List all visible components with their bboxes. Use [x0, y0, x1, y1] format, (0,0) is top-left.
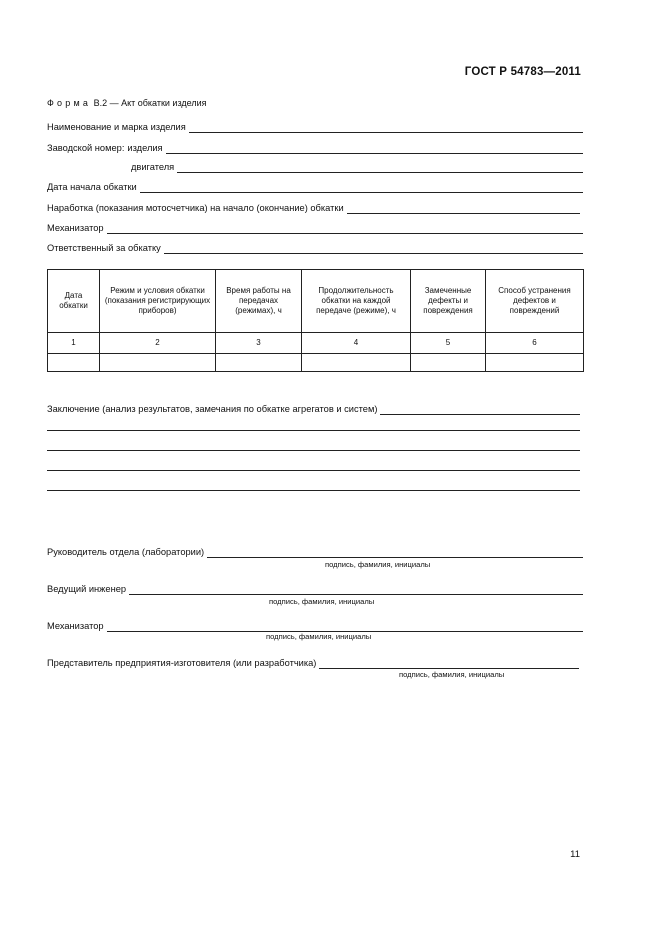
table-cell[interactable]: [302, 354, 411, 372]
table-cell[interactable]: [100, 354, 216, 372]
field-label: Заключение (анализ результатов, замечания по обкатке агрегатов и систем): [47, 404, 378, 414]
runin-table: [47, 269, 584, 372]
field-label: Дата начала обкатки: [47, 182, 137, 192]
field-label: Наименование и марка изделия: [47, 122, 186, 132]
field-operating-time: [47, 201, 580, 214]
col-number: 3: [216, 333, 302, 354]
signature-caption: подпись, фамилия, инициалы: [266, 632, 372, 641]
signature-line[interactable]: [129, 584, 583, 595]
form-title: [47, 98, 207, 108]
table-cell[interactable]: [216, 354, 302, 372]
col-header-gear-time: Время работы на передачах (режимах), ч: [216, 270, 302, 333]
fill-line[interactable]: [166, 143, 583, 154]
fill-line[interactable]: [177, 162, 583, 173]
field-serial-product: [47, 141, 583, 154]
col-number: 4: [302, 333, 411, 354]
fill-line[interactable]: [164, 243, 583, 254]
fill-line[interactable]: [380, 404, 580, 415]
col-number: 6: [486, 333, 584, 354]
signature-caption: подпись, фамилия, инициалы: [269, 597, 375, 606]
fill-line[interactable]: [107, 223, 583, 234]
field-label: Руководитель отдела (лаборатории): [47, 547, 205, 557]
col-header-date: Дата обкатки: [48, 270, 100, 333]
signature-head-dept: [47, 545, 583, 558]
conclusion-line[interactable]: [47, 490, 580, 491]
signature-caption: подпись, фамилия, инициалы: [399, 670, 505, 679]
form-word: Форма: [47, 98, 92, 108]
field-responsible: [47, 241, 583, 254]
fill-line[interactable]: [189, 122, 583, 133]
table-number-row: [48, 333, 584, 354]
signature-mechanic: [47, 619, 583, 632]
form-title-text: В.2 — Акт обкатки изделия: [93, 98, 207, 108]
field-conclusion: [47, 402, 580, 415]
field-label: Ответственный за обкатку: [47, 243, 161, 253]
field-name-brand: [47, 120, 583, 133]
field-label: Ведущий инженер: [47, 584, 127, 594]
table-row: [48, 354, 584, 372]
field-label: Заводской номер:: [47, 143, 125, 153]
table-header-row: [48, 270, 584, 333]
field-sublabel: изделия: [127, 143, 163, 153]
page-number: 11: [570, 849, 580, 860]
signature-line[interactable]: [207, 547, 583, 558]
conclusion-line[interactable]: [47, 430, 580, 431]
col-header-remedy: Способ устранения дефектов и повреждений: [486, 270, 584, 333]
field-sublabel: двигателя: [131, 162, 175, 172]
table-cell[interactable]: [486, 354, 584, 372]
field-start-date: [47, 180, 583, 193]
field-label: Представитель предприятия-изготовителя (или разработчика): [47, 658, 317, 668]
signature-lead-engineer: [47, 582, 583, 595]
table-cell[interactable]: [48, 354, 100, 372]
col-header-mode: Режим и условия обкатки (показания регистрирующих приборов): [100, 270, 216, 333]
conclusion-line[interactable]: [47, 450, 580, 451]
signature-manufacturer-rep: [47, 656, 579, 669]
field-serial-engine: [131, 160, 583, 173]
fill-line[interactable]: [140, 182, 583, 193]
table-cell[interactable]: [411, 354, 486, 372]
signature-caption: подпись, фамилия, инициалы: [325, 560, 431, 569]
fill-line[interactable]: [347, 203, 580, 214]
col-header-duration: Продолжительность обкатки на каждой передаче (режиме), ч: [302, 270, 411, 333]
field-label: Наработка (показания мотосчетчика) на начало (окончание) обкатки: [47, 203, 344, 213]
col-number: 5: [411, 333, 486, 354]
conclusion-line[interactable]: [47, 470, 580, 471]
standard-number: ГОСТ Р 54783—2011: [464, 66, 581, 78]
signature-line[interactable]: [107, 621, 583, 632]
field-label: Механизатор: [47, 223, 104, 233]
col-header-defects: Замеченные дефекты и повреждения: [411, 270, 486, 333]
col-number: 1: [48, 333, 100, 354]
field-mechanic: [47, 221, 583, 234]
signature-line[interactable]: [319, 658, 579, 669]
field-label: Механизатор: [47, 621, 104, 631]
col-number: 2: [100, 333, 216, 354]
